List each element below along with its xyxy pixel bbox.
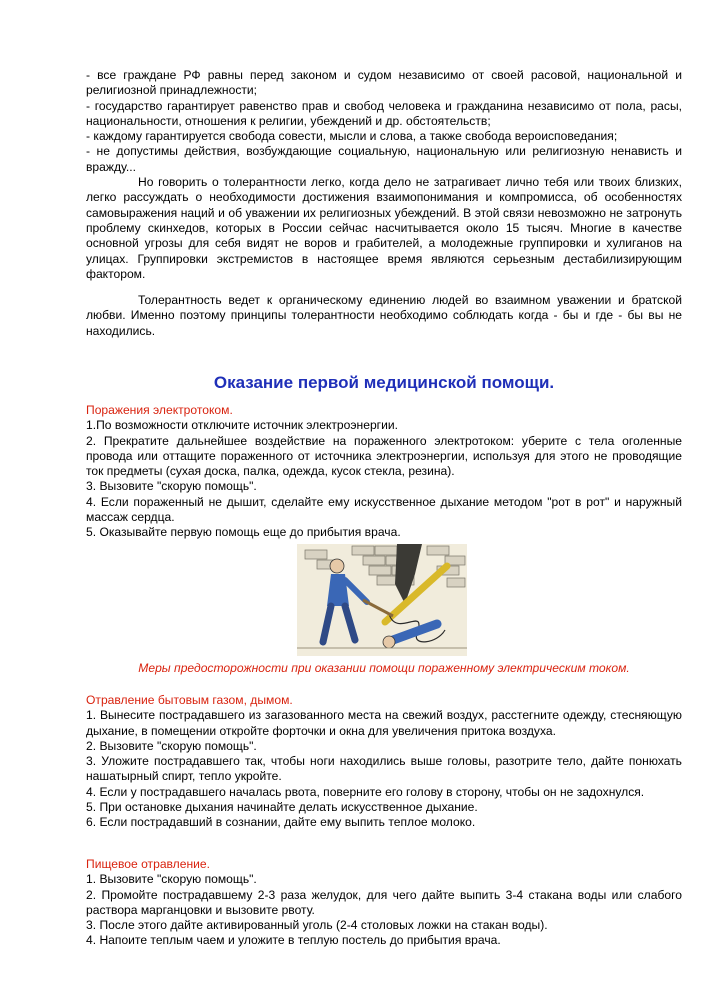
electro-heading: Поражения электротоком. xyxy=(86,403,233,417)
intro-item: - все граждане РФ равны перед законом и судом независимо от своей расовой, национальной и религиозной принадлежности; xyxy=(86,68,682,98)
tolerance-conclusion: Толерантность ведет к органическому единению людей во взаимном уважении и братской любви. Именно поэтому принципы толерантности необходимо соблюдать когда - бы и где - бы вы не находились. xyxy=(86,293,682,338)
food-block xyxy=(86,857,682,949)
illustration-svg xyxy=(297,544,467,656)
gas-heading: Отравление бытовым газом, дымом. xyxy=(86,693,293,707)
gas-step: 1. Вынесите пострадавшего из загазованного места на свежий воздух, расстегните одежду, стесняющую дыхание, в помещении откройте форточки и окна для увеличения притока воздуха. xyxy=(86,708,682,738)
intro-item: - каждому гарантируется свобода совести, мысли и слова, а также свобода вероисповедания; xyxy=(86,129,618,144)
intro-block xyxy=(86,68,682,339)
gas-step: 2. Вызовите "скорую помощь". xyxy=(86,738,257,753)
intro-item: - государство гарантирует равенство прав и свобод человека и гражданина независимо от пола, расы, национальности, отношения к религии, убеждений и др. обстоятельств; xyxy=(86,98,682,128)
gas-step: 4. Если у пострадавшего началась рвота, поверните его голову в сторону, чтобы он не задохнулся. xyxy=(86,784,645,799)
electro-block xyxy=(86,403,682,541)
electro-step: 4. Если пораженный не дышит, сделайте ему искусственное дыхание методом "рот в рот" и наружный массаж сердца. xyxy=(86,494,682,525)
electro-step: 5. Оказывайте первую помощь еще до прибытия врача. xyxy=(86,525,401,540)
electrocution-rescue-illustration xyxy=(297,544,467,656)
food-step: 4. Напоите теплым чаем и уложите в теплую постель до прибытия врача. xyxy=(86,933,501,948)
electro-step: 1.По возможности отключите источник электроэнергии. xyxy=(86,418,398,433)
illustration-caption: Меры предосторожности при оказании помощи пораженному электрическим током. xyxy=(138,661,630,675)
tolerance-paragraph: Но говорить о толерантности легко, когда дело не затрагивает лично тебя или твоих близких, легко рассуждать о необходимости достижения взаимопонимания и компромисса, об особенностях самовыражения наций и об уважении их религиозных убеждений. В этой связи невозможно не затронуть проблему скинхедов, которых в России сейчас насчитывается около 15 тысяч. Многие в качестве основной угрозы для себя видят не воров и грабителей, а молодежные группировки и хулиганов на улицах. Группировки экстремистов в настоящее время являются серьезным дестабилизирующим фактором. xyxy=(86,175,682,281)
food-step: 1. Вызовите "скорую помощь". xyxy=(86,872,257,887)
intro-item: - не допустимы действия, возбуждающие социальную, национальную или религиозную ненависть и вражду... xyxy=(86,144,682,174)
section-title: Оказание первой медицинской помощи. xyxy=(213,373,555,392)
electro-step: 3. Вызовите "скорую помощь". xyxy=(86,479,257,494)
gas-step: 6. Если пострадавший в сознании, дайте ему выпить теплое молоко. xyxy=(86,815,476,830)
gas-step: 3. Уложите пострадавшего так, чтобы ноги находились выше головы, разотрите тело, дайте понюхать нашатырный спирт, тепло укройте. xyxy=(86,754,682,784)
food-step: 3. После этого дайте активированный уголь (2-4 столовых ложки на стакан воды). xyxy=(86,918,548,933)
food-heading: Пищевое отравление. xyxy=(86,857,210,871)
electro-step: 2. Прекратите дальнейшее воздействие на пораженного электротоком: уберите с тела оголенные провода или оттащите пораженного от источника электроэнергии, используя для этого не проводящие ток предметы (сухая доска, палка, одежда, кусок стекла, резина). xyxy=(86,433,682,479)
gas-block xyxy=(86,693,682,831)
gas-step: 5. При остановке дыхания начинайте делать искусственное дыхание. xyxy=(86,800,478,815)
food-step: 2. Промойте пострадавшему 2-3 раза желудок, для чего дайте выпить 3-4 стакана воды или слабого раствора марганцовки и вызовите рвоту. xyxy=(86,887,682,917)
